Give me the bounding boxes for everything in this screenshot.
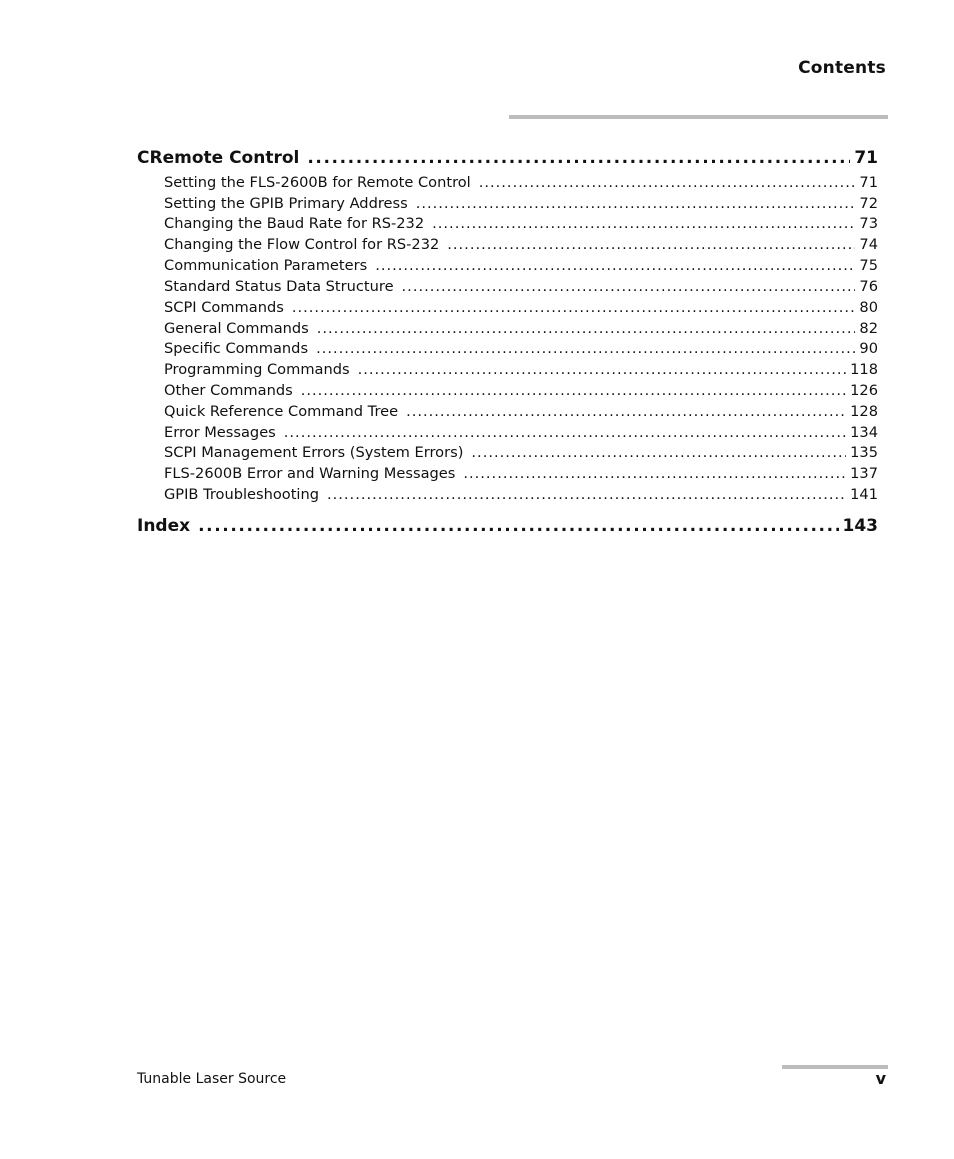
- toc-entry-page: 90: [859, 340, 878, 357]
- index-title: Index: [137, 516, 191, 536]
- toc-entry[interactable]: [164, 381, 878, 401]
- toc-entry-title: Changing the Baud Rate for RS-232: [164, 215, 425, 232]
- toc-entry-title: FLS-2600B Error and Warning Messages: [164, 465, 456, 482]
- toc-entry[interactable]: [164, 194, 878, 214]
- dot-leader: [316, 339, 855, 359]
- chapter-letter: C: [137, 148, 150, 168]
- toc-entry-title: Error Messages: [164, 424, 276, 441]
- page-header-title: Contents: [798, 58, 886, 78]
- toc-entry[interactable]: [164, 339, 878, 359]
- dot-leader: [402, 277, 856, 297]
- chapter-title: Remote Control: [149, 148, 300, 168]
- toc-entry-page: 141: [850, 486, 878, 503]
- toc-entry[interactable]: [164, 173, 878, 193]
- toc-entry-page: 135: [850, 444, 878, 461]
- dot-leader: [447, 235, 855, 255]
- toc-entry-title: SCPI Management Errors (System Errors): [164, 444, 464, 461]
- toc-entry-page: 72: [859, 195, 878, 212]
- dot-leader: [471, 443, 846, 463]
- index-page-number: 143: [842, 516, 878, 536]
- toc-entry-title: SCPI Commands: [164, 299, 284, 316]
- toc-entry-page: 80: [859, 299, 878, 316]
- toc-entry-title: Specific Commands: [164, 340, 309, 357]
- toc-entry[interactable]: [164, 235, 878, 255]
- toc-entry-title: GPIB Troubleshooting: [164, 486, 319, 503]
- toc-entry-page: 71: [859, 174, 878, 191]
- toc-entry-page: 128: [850, 403, 878, 420]
- toc-entry[interactable]: [164, 485, 878, 505]
- toc-entry-page: 134: [850, 424, 878, 441]
- toc-entry-page: 118: [850, 361, 878, 378]
- dot-leader: [416, 194, 856, 214]
- toc-entry-title: Programming Commands: [164, 361, 350, 378]
- toc-entry-page: 73: [859, 215, 878, 232]
- toc-entry[interactable]: [164, 214, 878, 234]
- dot-leader: [292, 298, 856, 318]
- footer-product-name: Tunable Laser Source: [137, 1071, 287, 1087]
- dot-leader: [479, 173, 856, 193]
- toc-entry[interactable]: [164, 402, 878, 422]
- toc-entry[interactable]: [164, 360, 878, 380]
- dot-leader: [463, 464, 846, 484]
- toc-entry-page: 137: [850, 465, 878, 482]
- toc-entry-page: 126: [850, 382, 878, 399]
- toc-entry-title: Communication Parameters: [164, 257, 368, 274]
- toc-entry[interactable]: [164, 256, 878, 276]
- toc-entry[interactable]: [164, 464, 878, 484]
- chapter-page-number: 71: [854, 148, 878, 168]
- dot-leader: [375, 256, 855, 276]
- toc-entry-title: General Commands: [164, 320, 309, 337]
- dot-leader: [198, 515, 838, 537]
- dot-leader: [307, 147, 850, 169]
- toc-entry-page: 76: [859, 278, 878, 295]
- toc-entry[interactable]: [164, 319, 878, 339]
- toc-chapter-remote-control[interactable]: [137, 147, 878, 169]
- toc-entry[interactable]: [164, 423, 878, 443]
- header-divider: [509, 115, 888, 119]
- dot-leader: [406, 402, 846, 422]
- toc-entry-title: Quick Reference Command Tree: [164, 403, 399, 420]
- toc-entry-title: Changing the Flow Control for RS-232: [164, 236, 440, 253]
- dot-leader: [327, 485, 846, 505]
- toc-entry-title: Setting the GPIB Primary Address: [164, 195, 408, 212]
- toc-entry-title: Setting the FLS-2600B for Remote Control: [164, 174, 471, 191]
- toc-entry-page: 74: [859, 236, 878, 253]
- toc-entry-title: Other Commands: [164, 382, 293, 399]
- toc-entry-title: Standard Status Data Structure: [164, 278, 394, 295]
- dot-leader: [317, 319, 856, 339]
- footer-page-number: v: [875, 1069, 886, 1088]
- dot-leader: [358, 360, 847, 380]
- toc-entry-page: 82: [859, 320, 878, 337]
- dot-leader: [432, 214, 855, 234]
- toc-entry[interactable]: [164, 298, 878, 318]
- dot-leader: [284, 423, 846, 443]
- dot-leader: [301, 381, 846, 401]
- footer-divider: [782, 1065, 888, 1069]
- toc-entry-page: 75: [859, 257, 878, 274]
- toc-entry[interactable]: [164, 277, 878, 297]
- toc-entry[interactable]: [164, 443, 878, 463]
- toc-index[interactable]: [137, 515, 878, 537]
